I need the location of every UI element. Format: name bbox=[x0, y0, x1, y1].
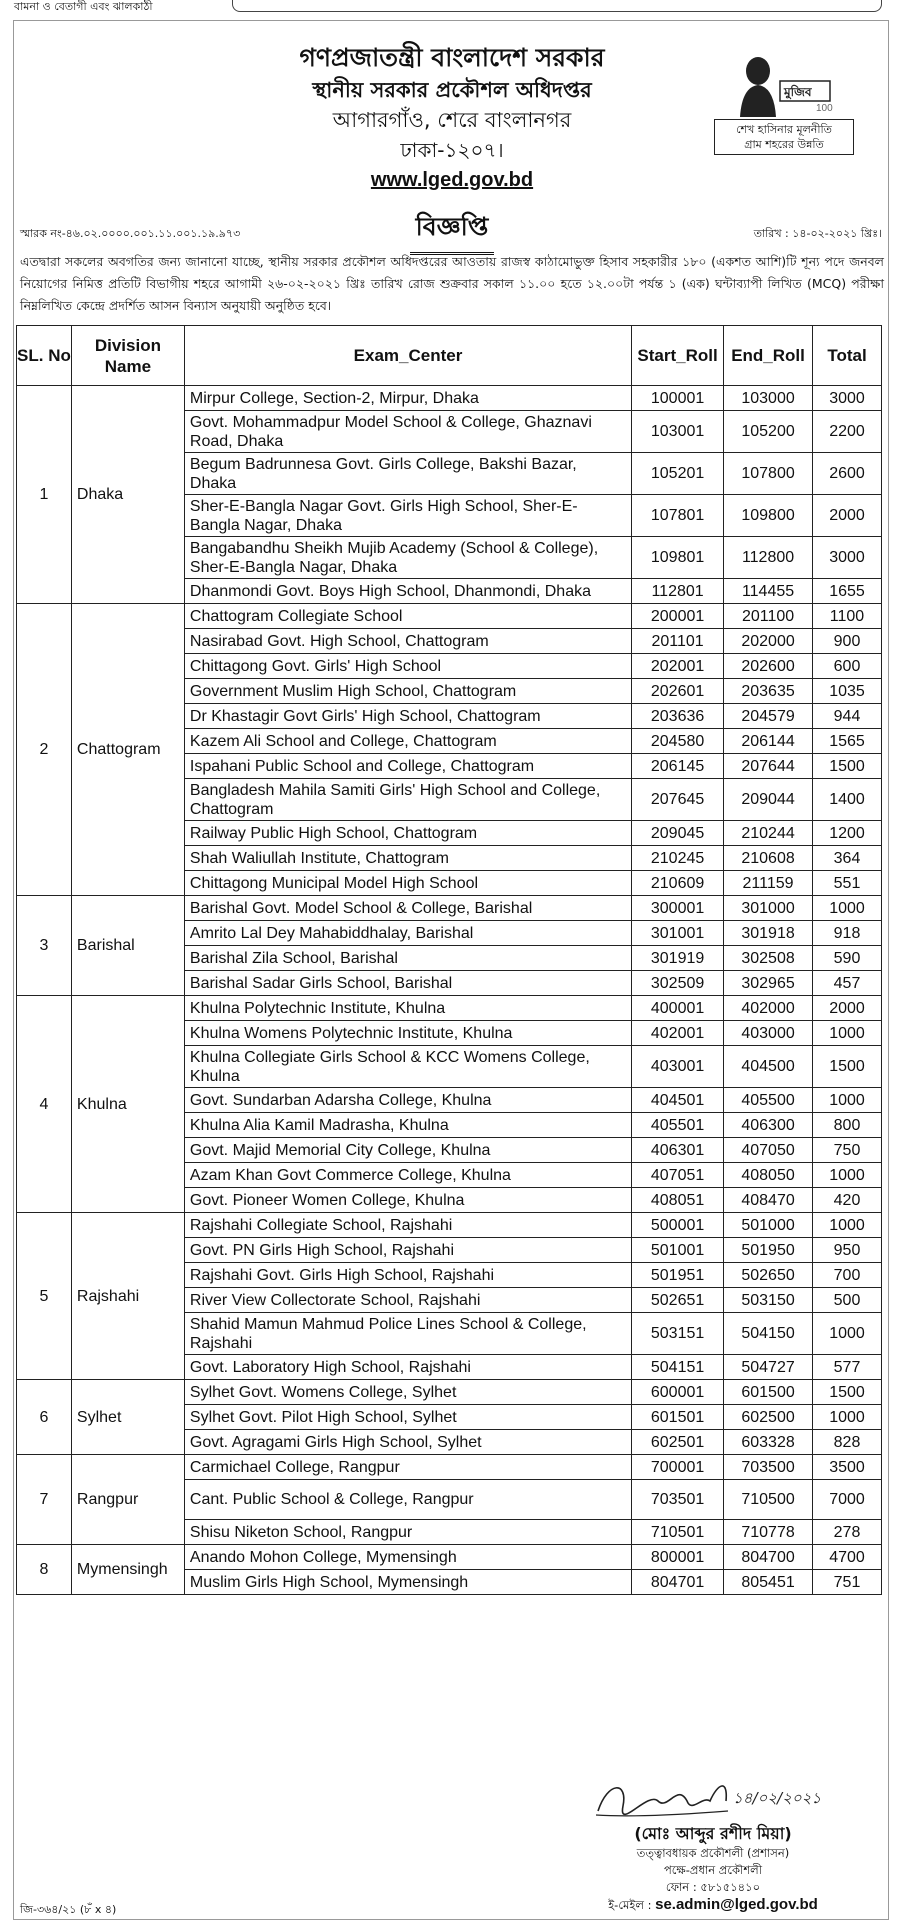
cell-end-roll: 403000 bbox=[724, 1021, 813, 1046]
cell-exam-center: Nasirabad Govt. High School, Chattogram bbox=[184, 629, 631, 654]
cell-exam-center: Mirpur College, Section-2, Mirpur, Dhaka bbox=[184, 386, 631, 411]
cell-start-roll: 300001 bbox=[632, 896, 724, 921]
table-row bbox=[17, 1455, 882, 1480]
cell-exam-center: Cant. Public School & College, Rangpur bbox=[184, 1480, 631, 1520]
cell-start-roll: 407051 bbox=[632, 1163, 724, 1188]
top-strip-box bbox=[232, 0, 882, 12]
cell-end-roll: 210244 bbox=[724, 821, 813, 846]
cell-total: 4700 bbox=[813, 1545, 882, 1570]
cell-exam-center: Chattogram Collegiate School bbox=[184, 604, 631, 629]
table-row bbox=[17, 1380, 882, 1405]
address-line: আগারগাঁও, শেরে বাংলানগর bbox=[332, 108, 572, 132]
cell-end-roll: 601500 bbox=[724, 1380, 813, 1405]
cell-total: 2000 bbox=[813, 996, 882, 1021]
cell-total: 364 bbox=[813, 846, 882, 871]
cell-total: 1500 bbox=[813, 1046, 882, 1088]
cell-total: 551 bbox=[813, 871, 882, 896]
cell-start-roll: 602501 bbox=[632, 1430, 724, 1455]
cell-total: 1100 bbox=[813, 604, 882, 629]
cell-total: 590 bbox=[813, 946, 882, 971]
mujib-logo bbox=[714, 51, 854, 155]
cell-total: 1000 bbox=[813, 1163, 882, 1188]
cell-total: 900 bbox=[813, 629, 882, 654]
cell-total: 457 bbox=[813, 971, 882, 996]
table-body bbox=[17, 386, 882, 1595]
website-link[interactable]: www.lged.gov.bd bbox=[370, 169, 534, 191]
cell-sl: 2 bbox=[17, 604, 72, 896]
cell-exam-center: Barishal Sadar Girls School, Barishal bbox=[184, 971, 631, 996]
cell-division: Barishal bbox=[71, 896, 184, 996]
cell-sl: 3 bbox=[17, 896, 72, 996]
cell-sl: 1 bbox=[17, 386, 72, 604]
cell-start-roll: 202001 bbox=[632, 654, 724, 679]
notice-sheet bbox=[13, 20, 889, 1920]
cell-end-roll: 201100 bbox=[724, 604, 813, 629]
cell-end-roll: 209044 bbox=[724, 779, 813, 821]
cell-start-roll: 301001 bbox=[632, 921, 724, 946]
cell-end-roll: 501000 bbox=[724, 1213, 813, 1238]
cell-exam-center: Khulna Polytechnic Institute, Khulna bbox=[184, 996, 631, 1021]
cell-exam-center: Dr Khastagir Govt Girls' High School, Chattogram bbox=[184, 704, 631, 729]
cell-end-roll: 710778 bbox=[724, 1520, 813, 1545]
cell-total: 1500 bbox=[813, 1380, 882, 1405]
cell-start-roll: 112801 bbox=[632, 579, 724, 604]
cell-exam-center: River View Collectorate School, Rajshahi bbox=[184, 1288, 631, 1313]
cell-end-roll: 504727 bbox=[724, 1355, 813, 1380]
signatory-email bbox=[568, 1896, 858, 1914]
cell-total: 600 bbox=[813, 654, 882, 679]
cell-end-roll: 202600 bbox=[724, 654, 813, 679]
cell-exam-center: Barishal Govt. Model School & College, Barishal bbox=[184, 896, 631, 921]
cell-total: 700 bbox=[813, 1263, 882, 1288]
cell-exam-center: Shisu Niketon School, Rangpur bbox=[184, 1520, 631, 1545]
cell-total: 278 bbox=[813, 1520, 882, 1545]
cell-exam-center: Kazem Ali School and College, Chattogram bbox=[184, 729, 631, 754]
cell-start-roll: 406301 bbox=[632, 1138, 724, 1163]
cell-end-roll: 301918 bbox=[724, 921, 813, 946]
cell-start-roll: 501951 bbox=[632, 1263, 724, 1288]
header-total: Total bbox=[813, 326, 882, 386]
cell-end-roll: 703500 bbox=[724, 1455, 813, 1480]
cell-end-roll: 503150 bbox=[724, 1288, 813, 1313]
cell-start-roll: 400001 bbox=[632, 996, 724, 1021]
cell-end-roll: 805451 bbox=[724, 1570, 813, 1595]
cell-end-roll: 407050 bbox=[724, 1138, 813, 1163]
badge-text: মুজিব bbox=[784, 85, 812, 99]
cell-start-roll: 600001 bbox=[632, 1380, 724, 1405]
cell-end-roll: 408050 bbox=[724, 1163, 813, 1188]
cell-total: 1565 bbox=[813, 729, 882, 754]
cell-total: 1000 bbox=[813, 1088, 882, 1113]
cell-exam-center: Govt. Agragami Girls High School, Sylhet bbox=[184, 1430, 631, 1455]
cell-end-roll: 602500 bbox=[724, 1405, 813, 1430]
cell-start-roll: 207645 bbox=[632, 779, 724, 821]
cell-start-roll: 502651 bbox=[632, 1288, 724, 1313]
email-label: ই-মেইল : bbox=[608, 1898, 652, 1912]
header-sl: SL. No bbox=[17, 326, 72, 386]
cell-exam-center: Anando Mohon College, Mymensingh bbox=[184, 1545, 631, 1570]
cell-total: 828 bbox=[813, 1430, 882, 1455]
cell-exam-center: Sylhet Govt. Pilot High School, Sylhet bbox=[184, 1405, 631, 1430]
cell-end-roll: 406300 bbox=[724, 1113, 813, 1138]
cell-division: Chattogram bbox=[71, 604, 184, 896]
cell-total: 918 bbox=[813, 921, 882, 946]
cell-exam-center: Bangabandhu Sheikh Mujib Academy (School & College), Sher-E-Bangla Nagar, Dhaka bbox=[184, 537, 631, 579]
cell-division: Rajshahi bbox=[71, 1213, 184, 1380]
cell-start-roll: 201101 bbox=[632, 629, 724, 654]
cell-total: 950 bbox=[813, 1238, 882, 1263]
cell-start-roll: 204580 bbox=[632, 729, 724, 754]
cell-start-roll: 601501 bbox=[632, 1405, 724, 1430]
cell-exam-center: Khulna Alia Kamil Madrasha, Khulna bbox=[184, 1113, 631, 1138]
cell-end-roll: 504150 bbox=[724, 1313, 813, 1355]
intro-paragraph: এতদ্বারা সকলের অবগতির জন্য জানানো যাচ্ছে, স্থানীয় সরকার প্রকৌশল অধিদপ্তরের আওতায় রাজস্ব কাঠামোভুক্ত হিসাব সহকারীর ১৮০ (একশত আশি)টি শূন্য পদে জনবল নিয়োগের নিমিত্ত প্রতিটি বিভাগীয় শহরে আগামী ২৬-০২-২০২১ খ্রিঃ তারিখ রোজ শুক্রবার সকাল ১১.০০ হতে ১২.০০টা পর্যন্ত ১ (এক) ঘন্টাব্যাপী লিখিত (MCQ) পরীক্ষা নিম্নলিখিত কেন্দ্রে প্রদর্শিত আসন বিন্যাস অনুযায়ী অনুষ্ঠিত হবে। bbox=[20, 254, 884, 313]
cell-start-roll: 209045 bbox=[632, 821, 724, 846]
cell-start-roll: 800001 bbox=[632, 1545, 724, 1570]
cell-end-roll: 502650 bbox=[724, 1263, 813, 1288]
cell-end-roll: 109800 bbox=[724, 495, 813, 537]
cell-division: Mymensingh bbox=[71, 1545, 184, 1595]
signature-block bbox=[568, 1771, 858, 1914]
table-header-row bbox=[17, 326, 882, 386]
cell-start-roll: 203636 bbox=[632, 704, 724, 729]
cell-end-roll: 103000 bbox=[724, 386, 813, 411]
cell-sl: 4 bbox=[17, 996, 72, 1213]
cell-end-roll: 302508 bbox=[724, 946, 813, 971]
cell-division: Sylhet bbox=[71, 1380, 184, 1455]
footer-code: জি-৩৬৪/২১ (৮ঁ x ৪) bbox=[20, 1903, 117, 1916]
cell-exam-center: Govt. Sundarban Adarsha College, Khulna bbox=[184, 1088, 631, 1113]
cell-exam-center: Govt. Mohammadpur Model School & College, Ghaznavi Road, Dhaka bbox=[184, 411, 631, 453]
cell-total: 3000 bbox=[813, 386, 882, 411]
cell-end-roll: 202000 bbox=[724, 629, 813, 654]
cell-exam-center: Carmichael College, Rangpur bbox=[184, 1455, 631, 1480]
cell-total: 1000 bbox=[813, 1405, 882, 1430]
city-line: ঢাকা-১২০৭। bbox=[400, 138, 504, 162]
cell-total: 2000 bbox=[813, 495, 882, 537]
department-title: স্থানীয় সরকার প্রকৌশল অধিদপ্তর bbox=[312, 78, 592, 102]
cell-exam-center: Khulna Womens Polytechnic Institute, Khulna bbox=[184, 1021, 631, 1046]
cell-exam-center: Shahid Mamun Mahmud Police Lines School & College, Rajshahi bbox=[184, 1313, 631, 1355]
table-row bbox=[17, 896, 882, 921]
cell-exam-center: Govt. Majid Memorial City College, Khulna bbox=[184, 1138, 631, 1163]
cell-total: 2200 bbox=[813, 411, 882, 453]
cell-exam-center: Khulna Collegiate Girls School & KCC Womens College, Khulna bbox=[184, 1046, 631, 1088]
table-row bbox=[17, 996, 882, 1021]
cell-end-roll: 302965 bbox=[724, 971, 813, 996]
cell-start-roll: 109801 bbox=[632, 537, 724, 579]
cell-exam-center: Sher-E-Bangla Nagar Govt. Girls High School, Sher-E-Bangla Nagar, Dhaka bbox=[184, 495, 631, 537]
cell-total: 1655 bbox=[813, 579, 882, 604]
table-row bbox=[17, 1545, 882, 1570]
email-link[interactable]: se.admin@lged.gov.bd bbox=[655, 1896, 818, 1913]
logo-caption bbox=[714, 119, 854, 155]
cell-exam-center: Chittagong Municipal Model High School bbox=[184, 871, 631, 896]
table-row bbox=[17, 386, 882, 411]
cell-total: 500 bbox=[813, 1288, 882, 1313]
cell-sl: 5 bbox=[17, 1213, 72, 1380]
cell-exam-center: Sylhet Govt. Womens College, Sylhet bbox=[184, 1380, 631, 1405]
cell-exam-center: Barishal Zila School, Barishal bbox=[184, 946, 631, 971]
cell-total: 1000 bbox=[813, 1213, 882, 1238]
table-row bbox=[17, 1213, 882, 1238]
header-start-roll: Start_Roll bbox=[632, 326, 724, 386]
cell-start-roll: 302509 bbox=[632, 971, 724, 996]
cell-division: Dhaka bbox=[71, 386, 184, 604]
cell-total: 7000 bbox=[813, 1480, 882, 1520]
reference-line bbox=[20, 225, 882, 244]
cell-total: 3500 bbox=[813, 1455, 882, 1480]
svg-text:100: 100 bbox=[816, 103, 833, 114]
cell-start-roll: 105201 bbox=[632, 453, 724, 495]
cell-end-roll: 114455 bbox=[724, 579, 813, 604]
cell-total: 800 bbox=[813, 1113, 882, 1138]
cell-exam-center: Govt. PN Girls High School, Rajshahi bbox=[184, 1238, 631, 1263]
cell-end-roll: 211159 bbox=[724, 871, 813, 896]
cell-exam-center: Rajshahi Govt. Girls High School, Rajshahi bbox=[184, 1263, 631, 1288]
cell-exam-center: Govt. Laboratory High School, Rajshahi bbox=[184, 1355, 631, 1380]
exam-center-table bbox=[16, 325, 882, 1595]
cell-exam-center: Government Muslim High School, Chattogram bbox=[184, 679, 631, 704]
cell-start-roll: 206145 bbox=[632, 754, 724, 779]
logo-caption-line2: গ্রাম শহরের উন্নতি bbox=[744, 138, 824, 151]
cell-end-roll: 207644 bbox=[724, 754, 813, 779]
cell-start-roll: 501001 bbox=[632, 1238, 724, 1263]
cell-end-roll: 301000 bbox=[724, 896, 813, 921]
table-row bbox=[17, 604, 882, 629]
signatory-name: (মোঃ আব্দুর রশীদ মিয়া) bbox=[634, 1824, 792, 1843]
cell-total: 3000 bbox=[813, 537, 882, 579]
cell-exam-center: Muslim Girls High School, Mymensingh bbox=[184, 1570, 631, 1595]
cell-end-roll: 710500 bbox=[724, 1480, 813, 1520]
cell-total: 750 bbox=[813, 1138, 882, 1163]
cell-start-roll: 405501 bbox=[632, 1113, 724, 1138]
cell-start-roll: 103001 bbox=[632, 411, 724, 453]
cell-total: 944 bbox=[813, 704, 882, 729]
cell-start-roll: 100001 bbox=[632, 386, 724, 411]
cell-start-roll: 804701 bbox=[632, 1570, 724, 1595]
cell-end-roll: 603328 bbox=[724, 1430, 813, 1455]
cell-start-roll: 107801 bbox=[632, 495, 724, 537]
cell-total: 1200 bbox=[813, 821, 882, 846]
logo-caption-line1: শেখ হাসিনার মূলনীতি bbox=[736, 123, 832, 136]
cell-total: 577 bbox=[813, 1355, 882, 1380]
signatory-phone: ফোন : ৫৮১৫১৪১০ bbox=[665, 1880, 761, 1894]
cell-start-roll: 202601 bbox=[632, 679, 724, 704]
cell-total: 420 bbox=[813, 1188, 882, 1213]
cell-end-roll: 112800 bbox=[724, 537, 813, 579]
cell-total: 751 bbox=[813, 1570, 882, 1595]
cell-start-roll: 408051 bbox=[632, 1188, 724, 1213]
cell-end-roll: 210608 bbox=[724, 846, 813, 871]
cell-exam-center: Govt. Pioneer Women College, Khulna bbox=[184, 1188, 631, 1213]
govt-title: গণপ্রজাতন্ত্রী বাংলাদেশ সরকার bbox=[299, 43, 605, 72]
cell-end-roll: 206144 bbox=[724, 729, 813, 754]
top-strip-text: বামনা ও বেতাগী এবং ঝালকাঠী bbox=[14, 0, 153, 13]
cell-end-roll: 408470 bbox=[724, 1188, 813, 1213]
cell-start-roll: 503151 bbox=[632, 1313, 724, 1355]
cell-start-roll: 700001 bbox=[632, 1455, 724, 1480]
cell-start-roll: 210609 bbox=[632, 871, 724, 896]
handwritten-date: ১৪/০২/২০২১ bbox=[733, 1789, 822, 1807]
notice-date: তারিখ : ১৪-০২-২০২১ খ্রিঃ। bbox=[753, 227, 882, 240]
cell-exam-center: Shah Waliullah Institute, Chattogram bbox=[184, 846, 631, 871]
cell-exam-center: Begum Badrunnesa Govt. Girls College, Bakshi Bazar, Dhaka bbox=[184, 453, 631, 495]
cell-end-roll: 204579 bbox=[724, 704, 813, 729]
signature-icon bbox=[568, 1771, 858, 1823]
cell-start-roll: 301919 bbox=[632, 946, 724, 971]
cell-start-roll: 200001 bbox=[632, 604, 724, 629]
cell-start-roll: 404501 bbox=[632, 1088, 724, 1113]
cell-end-roll: 402000 bbox=[724, 996, 813, 1021]
cell-total: 1000 bbox=[813, 896, 882, 921]
cell-exam-center: Azam Khan Govt Commerce College, Khulna bbox=[184, 1163, 631, 1188]
cell-total: 2600 bbox=[813, 453, 882, 495]
cell-sl: 7 bbox=[17, 1455, 72, 1545]
cell-exam-center: Chittagong Govt. Girls' High School bbox=[184, 654, 631, 679]
cell-sl: 6 bbox=[17, 1380, 72, 1455]
cell-start-roll: 210245 bbox=[632, 846, 724, 871]
cell-total: 1000 bbox=[813, 1313, 882, 1355]
cell-end-roll: 107800 bbox=[724, 453, 813, 495]
cell-start-roll: 703501 bbox=[632, 1480, 724, 1520]
cell-division: Rangpur bbox=[71, 1455, 184, 1545]
cell-end-roll: 501950 bbox=[724, 1238, 813, 1263]
cell-end-roll: 404500 bbox=[724, 1046, 813, 1088]
cell-exam-center: Ispahani Public School and College, Chattogram bbox=[184, 754, 631, 779]
cell-exam-center: Rajshahi Collegiate School, Rajshahi bbox=[184, 1213, 631, 1238]
signatory-on-behalf: পক্ষে-প্রধান প্রকৌশলী bbox=[664, 1863, 762, 1877]
portrait-icon bbox=[724, 51, 844, 117]
cell-total: 1000 bbox=[813, 1021, 882, 1046]
top-strip bbox=[0, 0, 903, 14]
cell-end-roll: 105200 bbox=[724, 411, 813, 453]
cell-total: 1035 bbox=[813, 679, 882, 704]
cell-end-roll: 203635 bbox=[724, 679, 813, 704]
header-center: Exam_Center bbox=[184, 326, 631, 386]
cell-exam-center: Railway Public High School, Chattogram bbox=[184, 821, 631, 846]
notice-title: বিজ্ঞপ্তি bbox=[410, 207, 495, 255]
cell-division: Khulna bbox=[71, 996, 184, 1213]
cell-end-roll: 804700 bbox=[724, 1545, 813, 1570]
cell-sl: 8 bbox=[17, 1545, 72, 1595]
cell-exam-center: Bangladesh Mahila Samiti Girls' High School and College, Chattogram bbox=[184, 779, 631, 821]
memo-number: স্মারক নং-৪৬.০২.০০০০.০০১.১১.০০১.১৯.৯৭৩ bbox=[20, 227, 241, 240]
cell-total: 1400 bbox=[813, 779, 882, 821]
cell-start-roll: 500001 bbox=[632, 1213, 724, 1238]
cell-end-roll: 405500 bbox=[724, 1088, 813, 1113]
cell-start-roll: 504151 bbox=[632, 1355, 724, 1380]
cell-total: 1500 bbox=[813, 754, 882, 779]
header-division: Division Name bbox=[71, 326, 184, 386]
cell-exam-center: Amrito Lal Dey Mahabiddhalay, Barishal bbox=[184, 921, 631, 946]
cell-exam-center: Dhanmondi Govt. Boys High School, Dhanmondi, Dhaka bbox=[184, 579, 631, 604]
cell-start-roll: 402001 bbox=[632, 1021, 724, 1046]
cell-start-roll: 403001 bbox=[632, 1046, 724, 1088]
header-end-roll: End_Roll bbox=[724, 326, 813, 386]
signatory-designation: তত্ত্বাবধায়ক প্রকৌশলী (প্রশাসন) bbox=[636, 1846, 790, 1860]
cell-start-roll: 710501 bbox=[632, 1520, 724, 1545]
